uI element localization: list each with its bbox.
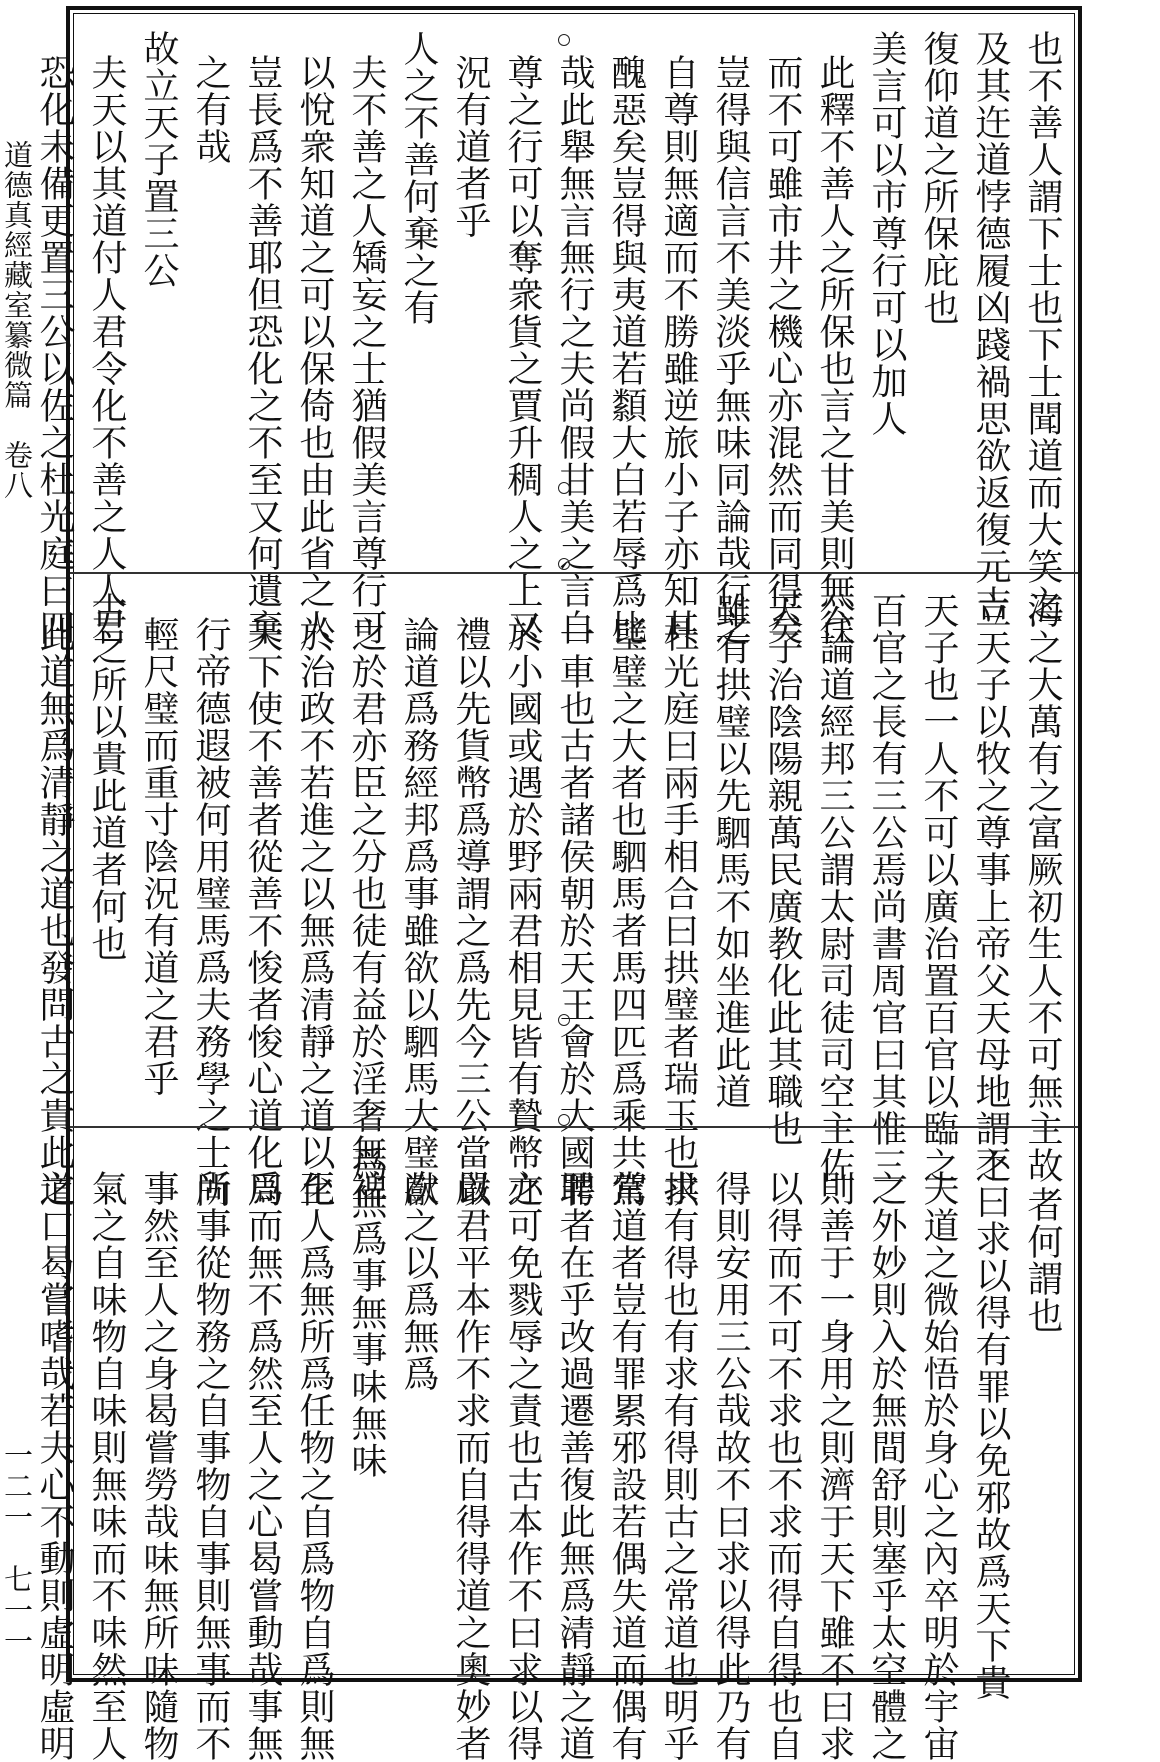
- text-column: 論道爲務經邦爲事雖欲以駟馬大璧獻: [398, 616, 439, 1208]
- text-column: 況有道者乎: [450, 54, 491, 239]
- punctuation-circle: [558, 1114, 570, 1126]
- text-column: 之外妙則入於無間舒則塞乎太空體之: [866, 1170, 907, 1762]
- text-column: 夫不善之人矯妄之士猶假美言尊行可: [346, 54, 387, 646]
- punctuation-circle: [562, 1628, 574, 1640]
- text-column: 夫天以其道付人君令化不善之人人君: [86, 54, 127, 646]
- text-column: 此道無爲清靜之道也發問古之貴此道: [34, 616, 75, 1208]
- scripture-column: 故立天子置三公: [138, 30, 179, 289]
- scripture-column: 美言可以市尊行可以加人: [866, 30, 907, 437]
- text-column: 者何謂也: [1022, 1186, 1063, 1334]
- scripture-column: 人之不善何棄之有: [398, 30, 439, 326]
- text-column: 以得而不可不求也不求而得自得也自: [762, 1170, 803, 1762]
- punctuation-circle: [558, 482, 570, 494]
- text-column: 杜光庭曰兩手相合曰拱璧者瑞玉也拱: [658, 616, 699, 1208]
- scripture-column: 雖有拱璧以先駟馬不如坐進此道: [710, 592, 751, 1110]
- text-column: 至人爲無所爲任物之自爲物自爲則無: [294, 1170, 335, 1762]
- text-column: 嚴君平本作不求而自得得道之奧妙者: [450, 1170, 491, 1762]
- text-column: 亦可免戮辱之責也古本作不曰求以得: [502, 1170, 543, 1762]
- text-column: 輕尺璧而重寸陰況有道之君乎: [138, 616, 179, 1097]
- text-column: 所事從物務之自事物自事則無事而不: [190, 1170, 231, 1762]
- text-column: 復仰道之所保庇也: [918, 30, 959, 326]
- text-column: 爲而無不爲然至人之心曷嘗動哉事無: [242, 1170, 283, 1762]
- text-column: 而不可雖市井之機心亦混然而同得矣: [762, 54, 803, 646]
- register-bottom-columns: [34, 1146, 1066, 1762]
- margin-title: 道德真經藏室纂微篇 卷八: [0, 140, 34, 500]
- text-column: 自尊則無適而不勝雖逆旅小子亦知其: [658, 54, 699, 646]
- text-column: 醜惡矣豈得與夷道若纇大白若辱爲比: [606, 54, 647, 646]
- text-column: 夫道之微始悟於身心之內卒明於宇宙: [918, 1170, 959, 1762]
- register-top-columns: [34, 30, 1066, 646]
- text-column: 海之大萬有之富厥初生人不可無主故: [1022, 592, 1063, 1184]
- text-column: 於小國或遇於野兩君相見皆有贄幣之: [502, 616, 543, 1208]
- margin-page-number: 一二一 七一一: [0, 1440, 34, 1657]
- text-column: 之於君亦臣之分也徒有益於淫奢無裨: [346, 616, 387, 1208]
- text-column: 哉此舉無言無行之夫尚假甘美之言自: [554, 54, 595, 646]
- text-column: 次之以爲無爲: [398, 1170, 439, 1392]
- register-top: [34, 12, 1078, 646]
- text-column: 此釋不善人之所保也言之甘美則無往: [814, 54, 855, 646]
- text-column: 禮以先貨幣爲導謂之爲先今三公當以: [450, 616, 491, 1208]
- scripture-column: 古之所以貴此道者何也: [86, 592, 127, 962]
- text-column: 天子也一人不可以廣治置百官以臨之: [918, 592, 959, 1184]
- text-column: 及其迕道悖德履凶踐禍思欲返復元吉: [970, 30, 1011, 622]
- text-column: 事然至人之身曷嘗勞哉味無所味隨物: [138, 1170, 179, 1762]
- text-column: 公論道經邦三公謂太尉司徒司空主佐: [814, 592, 855, 1184]
- text-column: 常道者豈有罪累邪設若偶失道而偶有: [606, 1170, 647, 1762]
- scripture-column: 爲無爲事無事味無味: [346, 1146, 387, 1479]
- text-column: 氣之自味物自味則無味而不味然至人: [86, 1170, 127, 1762]
- text-column: 百官之長有三公焉尚書周官曰其惟三: [866, 592, 907, 1184]
- punctuation-circle: [558, 558, 570, 570]
- scripture-column: 不曰求以得有罪以免邪故爲天下貴: [970, 1146, 1011, 1701]
- text-column: 也不善人謂下士也下士聞道而大笑之: [1022, 30, 1063, 622]
- register-middle: [34, 572, 1078, 1208]
- punctuation-circle: [558, 34, 570, 46]
- text-column: 則善于一身用之則濟于天下雖不曰求: [814, 1170, 855, 1762]
- text-column: 天子治陰陽親萬民廣教化此其職也: [762, 592, 803, 1147]
- text-column: 天下使不善者從善不悛者悛心道化周: [242, 616, 283, 1208]
- text-column: 璧璧之大者也駟馬者馬四匹爲乘共駕: [606, 616, 647, 1208]
- text-column: 一車也古者諸侯朝於天王會於大國聘: [554, 616, 595, 1208]
- punctuation-circle: [558, 1014, 570, 1026]
- text-column: 恐化未備更置三公以佐之杜光庭曰四: [34, 54, 75, 646]
- register-middle-columns: [34, 592, 1066, 1208]
- text-column: 於治政不若進之以無爲清靜之道以化: [294, 616, 335, 1208]
- text-column: 求有得也有求有得則古之常道也明乎: [658, 1170, 699, 1762]
- text-column: 以悅衆知道之可以保倚也由此省之人: [294, 54, 335, 646]
- text-column: 豈得與信言不美淡乎無味同論哉行之: [710, 54, 751, 646]
- text-column: 行帝德遐被何用璧馬爲夫務學之士尚: [190, 616, 231, 1208]
- text-column: 之口曷嘗嗜哉若夫心不動則虛明虛明: [34, 1170, 75, 1762]
- text-column: 尊之行可以奪衆貨之賈升稠人之上又: [502, 54, 543, 646]
- text-column: 罪者在乎改過遷善復此無爲清靜之道: [554, 1170, 595, 1762]
- text-column: 豈長爲不善耶但恐化之不至又何遺棄: [242, 54, 283, 646]
- text-column: 得則安用三公哉故不曰求以得此乃有: [710, 1170, 751, 1762]
- register-bottom: [34, 1126, 1078, 1762]
- text-column: 立天子以牧之尊事上帝父天母地謂之: [970, 592, 1011, 1184]
- text-column: 之有哉: [190, 54, 231, 165]
